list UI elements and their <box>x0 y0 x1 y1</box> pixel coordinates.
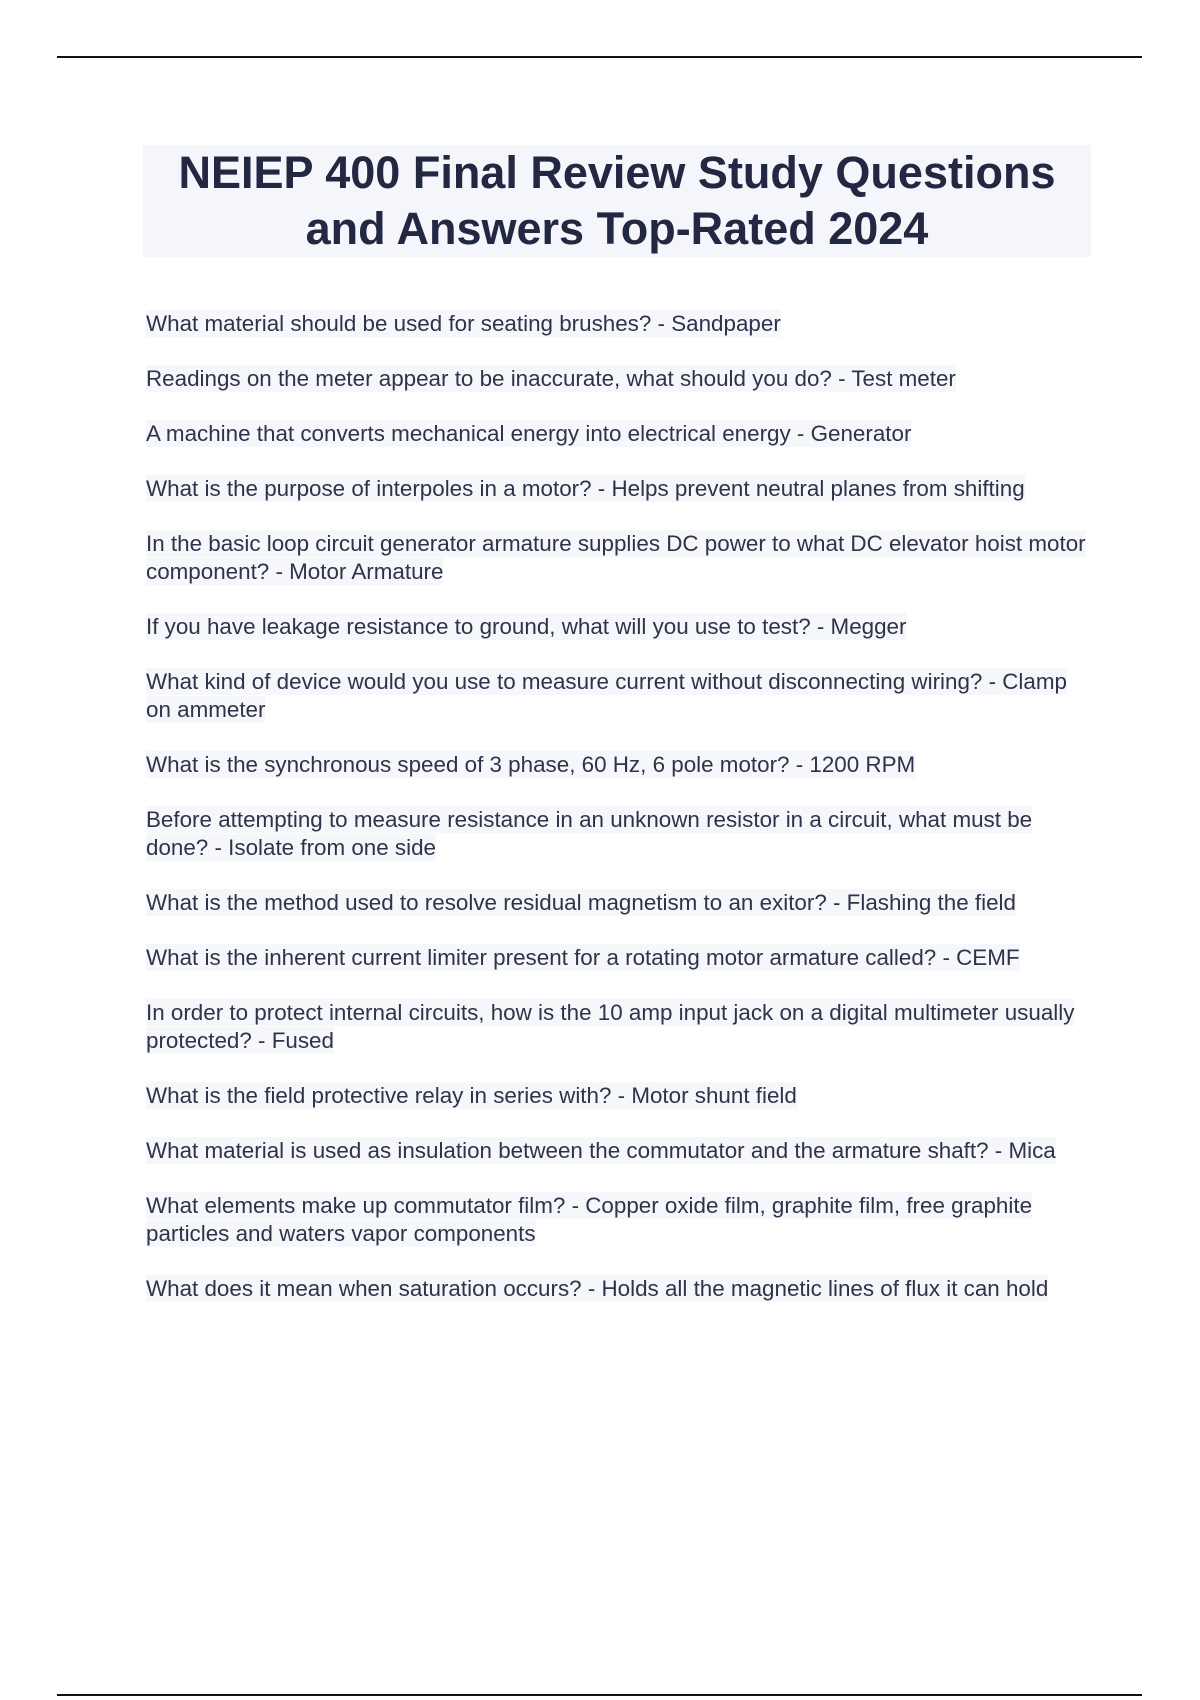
qa-text: Before attempting to measure resistance in an unknown resistor in a circuit, what must be done? - Isolate from one side <box>146 807 1033 860</box>
list-item <box>146 310 1096 338</box>
list-item <box>146 613 1096 641</box>
list-item <box>146 944 1096 972</box>
qa-text: What is the purpose of interpoles in a motor? - Helps prevent neutral planes from shifting <box>146 476 1025 501</box>
question-answer-list <box>146 310 1096 1330</box>
list-item <box>146 530 1096 586</box>
qa-text: In order to protect internal circuits, how is the 10 amp input jack on a digital multimeter usually protected? - Fused <box>146 1000 1075 1053</box>
list-item <box>146 420 1096 448</box>
top-rule <box>57 56 1142 58</box>
page-title <box>143 145 1091 257</box>
list-item <box>146 1192 1096 1248</box>
qa-text: What kind of device would you use to measure current without disconnecting wiring? - Clamp on ammeter <box>146 669 1067 722</box>
qa-text: What elements make up commutator film? - Copper oxide film, graphite film, free graphite particles and waters vapor components <box>146 1193 1033 1246</box>
title-line-1: NEIEP 400 Final Review Study Questions <box>178 147 1056 198</box>
qa-text: A machine that converts mechanical energy into electrical energy - Generator <box>146 421 912 446</box>
qa-text: What material is used as insulation between the commutator and the armature shaft? - Mica <box>146 1138 1056 1163</box>
list-item <box>146 475 1096 503</box>
list-item <box>146 806 1096 862</box>
list-item <box>146 751 1096 779</box>
qa-text: If you have leakage resistance to ground, what will you use to test? - Megger <box>146 614 907 639</box>
bottom-rule <box>57 1694 1142 1696</box>
qa-text: What is the method used to resolve residual magnetism to an exitor? - Flashing the field <box>146 890 1016 915</box>
qa-text: What is the inherent current limiter present for a rotating motor armature called? - CEMF <box>146 945 1020 970</box>
list-item <box>146 889 1096 917</box>
list-item <box>146 1137 1096 1165</box>
list-item <box>146 365 1096 393</box>
qa-text: What material should be used for seating brushes? - Sandpaper <box>146 311 781 336</box>
qa-text: Readings on the meter appear to be inaccurate, what should you do? - Test meter <box>146 366 956 391</box>
list-item <box>146 1275 1096 1303</box>
list-item <box>146 999 1096 1055</box>
qa-text: What is the field protective relay in series with? - Motor shunt field <box>146 1083 797 1108</box>
qa-text: In the basic loop circuit generator armature supplies DC power to what DC elevator hoist motor component? - Motor Armature <box>146 531 1086 584</box>
list-item <box>146 1082 1096 1110</box>
qa-text: What does it mean when saturation occurs? - Holds all the magnetic lines of flux it can hold <box>146 1276 1049 1301</box>
list-item <box>146 668 1096 724</box>
qa-text: What is the synchronous speed of 3 phase, 60 Hz, 6 pole motor? - 1200 RPM <box>146 752 916 777</box>
title-line-2: and Answers Top-Rated 2024 <box>305 203 929 254</box>
